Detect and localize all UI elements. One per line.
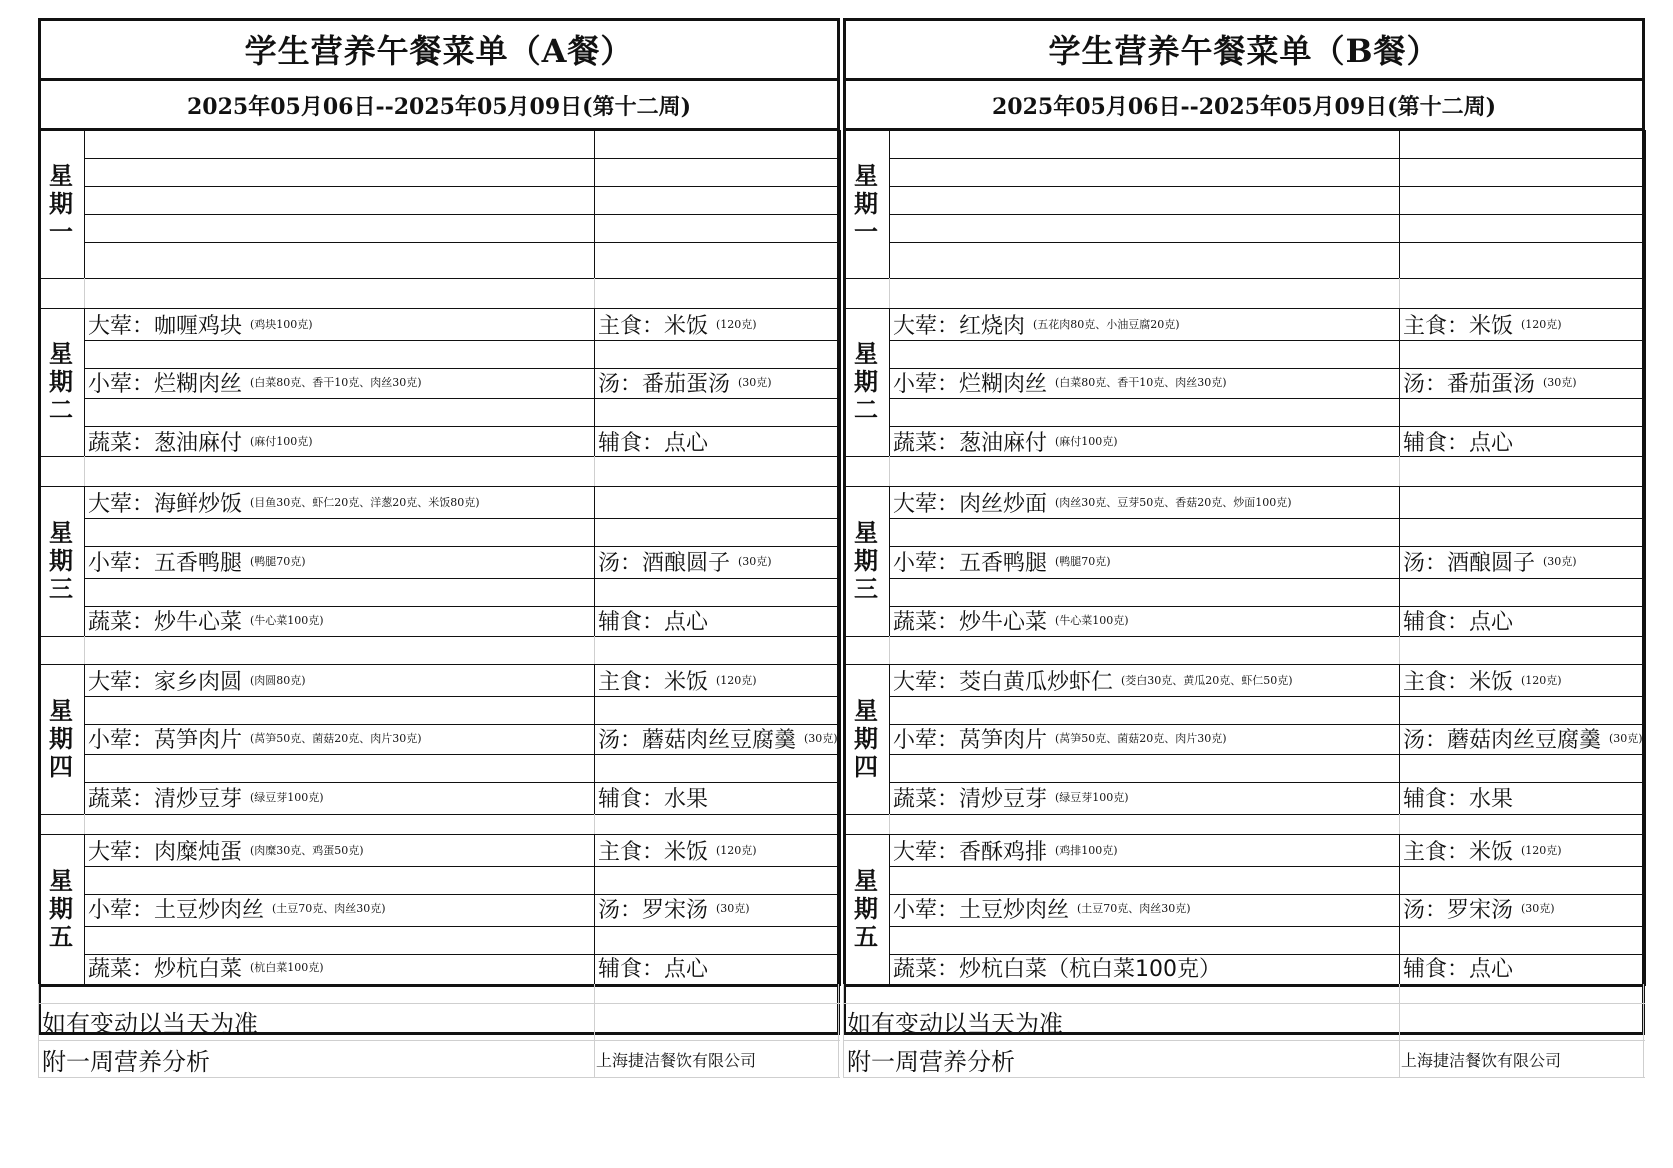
day-label-char: 五 bbox=[49, 923, 73, 951]
dish-cell bbox=[88, 892, 386, 924]
day-label-char: 星 bbox=[854, 697, 878, 725]
dish-cell bbox=[893, 545, 1111, 577]
side-cell bbox=[598, 951, 708, 983]
change-notice: 如有变动以当天为准 bbox=[847, 1010, 1063, 1038]
grid-line bbox=[84, 214, 840, 215]
dish-name: 小荤：五香鸭腿 bbox=[88, 550, 243, 576]
side-portion: (30克) bbox=[804, 732, 838, 745]
day-label-char: 二 bbox=[49, 396, 73, 424]
grid-line bbox=[84, 926, 840, 927]
grid-line bbox=[594, 636, 595, 664]
dish-name: 蔬菜：葱油麻付 bbox=[88, 430, 243, 456]
menu-a bbox=[38, 18, 840, 1088]
side-portion: (30克) bbox=[1543, 555, 1577, 568]
dish-cell bbox=[88, 604, 324, 636]
dish-cell bbox=[893, 834, 1118, 866]
grid-line bbox=[84, 340, 840, 341]
grid-line bbox=[843, 984, 844, 1077]
dish-cell bbox=[88, 366, 422, 398]
side-portion: (120克) bbox=[1521, 318, 1562, 331]
grid-line bbox=[84, 834, 85, 984]
nutrition-analysis-link[interactable]: 附一周营养分析 bbox=[42, 1048, 210, 1076]
day-label-char: 期 bbox=[49, 725, 73, 753]
grid-line bbox=[84, 518, 840, 519]
dish-ingredients: (肉圆80克) bbox=[250, 674, 306, 687]
side-cell bbox=[598, 425, 708, 457]
day-label-char: 期 bbox=[854, 547, 878, 575]
day-label-char: 期 bbox=[49, 895, 73, 923]
side-cell bbox=[1403, 545, 1577, 577]
side-cell bbox=[598, 781, 708, 813]
dish-ingredients: (目鱼30克、虾仁20克、洋葱20克、米饭80克) bbox=[250, 496, 480, 509]
dish-cell bbox=[88, 486, 480, 518]
side-portion: (120克) bbox=[1521, 674, 1562, 687]
day-label-char: 三 bbox=[49, 575, 73, 603]
day-label-char: 星 bbox=[854, 519, 878, 547]
dish-cell bbox=[893, 425, 1118, 457]
grid-line bbox=[38, 1040, 840, 1041]
day-label-char: 星 bbox=[854, 162, 878, 190]
dish-ingredients: (莴笋50克、菌菇20克、肉片30克) bbox=[250, 732, 422, 745]
grid-line bbox=[38, 636, 840, 637]
dish-cell bbox=[88, 545, 306, 577]
grid-line bbox=[84, 578, 840, 579]
grid-line bbox=[84, 398, 840, 399]
grid-line bbox=[843, 278, 1645, 279]
dish-ingredients: (鸭腿70克) bbox=[1055, 555, 1111, 568]
side-name: 主食：米饭 bbox=[1403, 313, 1514, 339]
grid-line bbox=[889, 158, 1645, 159]
dish-cell bbox=[88, 722, 422, 754]
dish-name: 蔬菜：炒杭白菜（杭白菜100克） bbox=[893, 956, 1221, 982]
side-cell bbox=[1403, 308, 1562, 340]
day-label-char: 期 bbox=[854, 368, 878, 396]
side-name: 主食：米饭 bbox=[598, 839, 709, 865]
grid-line bbox=[838, 130, 841, 986]
grid-line bbox=[38, 814, 840, 815]
dish-ingredients: (杭白菜100克) bbox=[250, 961, 324, 974]
date-range: 2025年05月06日--2025年05月09日(第十二周) bbox=[991, 93, 1496, 120]
dish-name: 蔬菜：炒牛心菜 bbox=[88, 609, 243, 635]
dish-ingredients: (土豆70克、肉丝30克) bbox=[272, 902, 386, 915]
grid-line bbox=[38, 984, 39, 1077]
side-name: 辅食：点心 bbox=[598, 956, 709, 982]
side-name: 辅食：水果 bbox=[598, 786, 709, 812]
grid-line bbox=[84, 456, 85, 486]
side-name: 汤：酒酿圆子 bbox=[598, 550, 731, 576]
side-name: 主食：米饭 bbox=[1403, 669, 1514, 695]
day-label-char: 星 bbox=[49, 340, 73, 368]
dish-ingredients: (白菜80克、香干10克、肉丝30克) bbox=[250, 376, 422, 389]
day-label bbox=[843, 834, 889, 984]
dish-ingredients: (土豆70克、肉丝30克) bbox=[1077, 902, 1191, 915]
side-portion: (120克) bbox=[1521, 844, 1562, 857]
dish-name: 小荤：烂糊肉丝 bbox=[893, 371, 1048, 397]
menu-title: 学生营养午餐菜单（B餐） bbox=[1048, 32, 1440, 70]
dish-cell bbox=[893, 366, 1227, 398]
dish-ingredients: (绿豆芽100克) bbox=[1055, 791, 1129, 804]
grid-line bbox=[1399, 834, 1400, 984]
dish-cell bbox=[88, 425, 313, 457]
grid-line bbox=[84, 754, 840, 755]
day-label bbox=[38, 834, 84, 984]
day-label-char: 一 bbox=[49, 218, 73, 246]
grid-line bbox=[889, 398, 1645, 399]
side-cell bbox=[1403, 664, 1562, 696]
side-cell bbox=[1403, 604, 1513, 636]
dish-name: 小荤：莴笋肉片 bbox=[88, 727, 243, 753]
dish-name: 蔬菜：清炒豆芽 bbox=[88, 786, 243, 812]
grid-line bbox=[838, 984, 839, 1077]
dish-ingredients: (茭白30克、黄瓜20克、虾仁50克) bbox=[1121, 674, 1293, 687]
dish-ingredients: (鸡排100克) bbox=[1055, 844, 1118, 857]
day-label-char: 四 bbox=[49, 753, 73, 781]
dish-name: 小荤：五香鸭腿 bbox=[893, 550, 1048, 576]
grid-line bbox=[594, 278, 595, 308]
grid-line bbox=[1399, 984, 1400, 1077]
dish-name: 蔬菜：清炒豆芽 bbox=[893, 786, 1048, 812]
menu-frame bbox=[38, 18, 840, 1035]
grid-line bbox=[594, 486, 595, 636]
side-cell bbox=[598, 664, 757, 696]
side-cell bbox=[1403, 892, 1555, 924]
grid-line bbox=[594, 130, 595, 278]
dish-cell bbox=[88, 951, 324, 983]
dish-ingredients: (五花肉80克、小油豆腐20克) bbox=[1033, 318, 1180, 331]
side-cell bbox=[598, 545, 772, 577]
dish-ingredients: (牛心菜100克) bbox=[1055, 614, 1129, 627]
dish-cell bbox=[893, 664, 1293, 696]
dish-name: 大荤：红烧肉 bbox=[893, 313, 1026, 339]
dish-ingredients: (麻付100克) bbox=[250, 435, 313, 448]
menu-b bbox=[843, 18, 1645, 1088]
grid-line bbox=[843, 984, 1645, 987]
side-portion: (30克) bbox=[738, 376, 772, 389]
grid-line bbox=[84, 696, 840, 697]
grid-line bbox=[38, 78, 840, 81]
side-cell bbox=[1403, 425, 1513, 457]
company-name: 上海捷洁餐饮有限公司 bbox=[1401, 1051, 1562, 1070]
grid-line bbox=[84, 186, 840, 187]
menu-frame bbox=[843, 18, 1645, 1035]
dish-name: 蔬菜：炒杭白菜 bbox=[88, 956, 243, 982]
menu-title: 学生营养午餐菜单（A餐） bbox=[244, 32, 634, 70]
grid-line bbox=[84, 278, 85, 308]
grid-line bbox=[84, 636, 85, 664]
grid-line bbox=[889, 340, 1645, 341]
dish-cell bbox=[893, 781, 1129, 813]
dish-name: 小荤：烂糊肉丝 bbox=[88, 371, 243, 397]
grid-line bbox=[889, 518, 1645, 519]
side-cell bbox=[598, 604, 708, 636]
side-cell bbox=[1403, 951, 1513, 983]
dish-cell bbox=[88, 781, 324, 813]
grid-line bbox=[84, 158, 840, 159]
grid-line bbox=[1399, 278, 1400, 308]
day-label-char: 期 bbox=[854, 190, 878, 218]
day-label bbox=[38, 486, 84, 636]
grid-line bbox=[1399, 486, 1400, 636]
grid-line bbox=[889, 278, 890, 308]
grid-line bbox=[84, 664, 85, 814]
day-label-char: 四 bbox=[854, 753, 878, 781]
side-portion: (30克) bbox=[716, 902, 750, 915]
side-cell bbox=[598, 834, 757, 866]
grid-line bbox=[889, 814, 890, 834]
grid-line bbox=[84, 814, 85, 834]
grid-line bbox=[889, 130, 890, 278]
grid-line bbox=[84, 486, 85, 636]
dish-name: 大荤：咖喱鸡块 bbox=[88, 313, 243, 339]
side-name: 汤：番茄蛋汤 bbox=[598, 371, 731, 397]
grid-line bbox=[843, 636, 1645, 637]
day-label-char: 期 bbox=[854, 725, 878, 753]
grid-line bbox=[843, 78, 1645, 81]
side-cell bbox=[598, 366, 772, 398]
day-label bbox=[843, 308, 889, 456]
grid-line bbox=[889, 834, 890, 984]
side-cell bbox=[598, 722, 838, 754]
grid-line bbox=[1399, 456, 1400, 486]
side-name: 汤：蘑菇肉丝豆腐羹 bbox=[598, 727, 797, 753]
side-name: 辅食：点心 bbox=[1403, 609, 1514, 635]
side-portion: (120克) bbox=[716, 844, 757, 857]
grid-line bbox=[889, 926, 1645, 927]
company-name: 上海捷洁餐饮有限公司 bbox=[596, 1051, 757, 1070]
grid-line bbox=[38, 278, 840, 279]
grid-line bbox=[889, 696, 1645, 697]
dish-name: 大荤：家乡肉圆 bbox=[88, 669, 243, 695]
grid-line bbox=[889, 664, 890, 814]
grid-line bbox=[84, 866, 840, 867]
day-label-char: 星 bbox=[49, 697, 73, 725]
grid-line bbox=[889, 866, 1645, 867]
side-portion: (120克) bbox=[716, 318, 757, 331]
day-label bbox=[38, 664, 84, 814]
side-name: 主食：米饭 bbox=[1403, 839, 1514, 865]
grid-line bbox=[84, 308, 85, 456]
day-label-char: 二 bbox=[854, 396, 878, 424]
grid-line bbox=[843, 1040, 1645, 1041]
day-label bbox=[843, 664, 889, 814]
grid-line bbox=[1399, 308, 1400, 456]
grid-line bbox=[1643, 984, 1644, 1077]
nutrition-analysis-link[interactable]: 附一周营养分析 bbox=[847, 1048, 1015, 1076]
dish-ingredients: (肉糜30克、鸡蛋50克) bbox=[250, 844, 364, 857]
day-label-char: 一 bbox=[854, 218, 878, 246]
dish-name: 蔬菜：葱油麻付 bbox=[893, 430, 1048, 456]
side-name: 辅食：点心 bbox=[598, 609, 709, 635]
side-name: 辅食：水果 bbox=[1403, 786, 1514, 812]
day-label-char: 星 bbox=[854, 340, 878, 368]
dish-cell bbox=[893, 486, 1292, 518]
dish-name: 小荤：土豆炒肉丝 bbox=[88, 897, 265, 923]
grid-line bbox=[843, 130, 1645, 131]
day-label-char: 星 bbox=[49, 867, 73, 895]
grid-line bbox=[843, 1077, 1645, 1078]
dish-name: 大荤：香酥鸡排 bbox=[893, 839, 1048, 865]
grid-line bbox=[889, 186, 1645, 187]
grid-line bbox=[1399, 636, 1400, 664]
side-name: 汤：罗宋汤 bbox=[598, 897, 709, 923]
grid-line bbox=[1399, 130, 1400, 278]
dish-ingredients: (鸡块100克) bbox=[250, 318, 313, 331]
side-portion: (30克) bbox=[738, 555, 772, 568]
day-label-char: 星 bbox=[854, 867, 878, 895]
side-cell bbox=[1403, 834, 1562, 866]
dish-name: 大荤：肉丝炒面 bbox=[893, 491, 1048, 517]
side-cell bbox=[1403, 781, 1513, 813]
grid-line bbox=[84, 242, 840, 243]
grid-line bbox=[38, 1077, 840, 1078]
side-name: 辅食：点心 bbox=[1403, 430, 1514, 456]
day-label-char: 五 bbox=[854, 923, 878, 951]
side-name: 汤：罗宋汤 bbox=[1403, 897, 1514, 923]
grid-line bbox=[594, 814, 595, 834]
grid-line bbox=[843, 814, 1645, 815]
grid-line bbox=[889, 214, 1645, 215]
side-portion: (30克) bbox=[1543, 376, 1577, 389]
dish-name: 大荤：茭白黄瓜炒虾仁 bbox=[893, 669, 1114, 695]
side-cell bbox=[1403, 366, 1577, 398]
grid-line bbox=[594, 308, 595, 456]
dish-ingredients: (绿豆芽100克) bbox=[250, 791, 324, 804]
day-label-char: 星 bbox=[49, 162, 73, 190]
grid-line bbox=[1643, 130, 1646, 986]
day-label bbox=[38, 130, 84, 278]
grid-line bbox=[594, 664, 595, 814]
day-label bbox=[843, 130, 889, 278]
side-cell bbox=[598, 892, 750, 924]
dish-cell bbox=[88, 664, 306, 696]
grid-line bbox=[1399, 814, 1400, 834]
side-name: 辅食：点心 bbox=[1403, 956, 1514, 982]
side-cell bbox=[1403, 722, 1643, 754]
side-name: 主食：米饭 bbox=[598, 669, 709, 695]
dish-name: 蔬菜：炒牛心菜 bbox=[893, 609, 1048, 635]
dish-ingredients: (鸭腿70克) bbox=[250, 555, 306, 568]
day-label bbox=[843, 486, 889, 636]
dish-cell bbox=[893, 308, 1180, 340]
grid-line bbox=[889, 486, 890, 636]
side-portion: (30克) bbox=[1609, 732, 1643, 745]
dish-name: 大荤：肉糜炖蛋 bbox=[88, 839, 243, 865]
day-label bbox=[38, 308, 84, 456]
grid-line bbox=[84, 130, 85, 278]
grid-line bbox=[38, 984, 840, 987]
dish-cell bbox=[893, 892, 1191, 924]
change-notice: 如有变动以当天为准 bbox=[42, 1010, 258, 1038]
dish-name: 小荤：莴笋肉片 bbox=[893, 727, 1048, 753]
grid-line bbox=[889, 636, 890, 664]
side-name: 汤：番茄蛋汤 bbox=[1403, 371, 1536, 397]
grid-line bbox=[889, 242, 1645, 243]
grid-line bbox=[889, 456, 890, 486]
dish-ingredients: (莴笋50克、菌菇20克、肉片30克) bbox=[1055, 732, 1227, 745]
date-range: 2025年05月06日--2025年05月09日(第十二周) bbox=[186, 93, 691, 120]
side-portion: (120克) bbox=[716, 674, 757, 687]
grid-line bbox=[594, 984, 595, 1077]
dish-cell bbox=[893, 604, 1129, 636]
side-name: 辅食：点心 bbox=[598, 430, 709, 456]
dish-name: 大荤：海鲜炒饭 bbox=[88, 491, 243, 517]
side-name: 主食：米饭 bbox=[598, 313, 709, 339]
dish-ingredients: (白菜80克、香干10克、肉丝30克) bbox=[1055, 376, 1227, 389]
side-cell bbox=[598, 308, 757, 340]
day-label-char: 期 bbox=[49, 190, 73, 218]
dish-cell bbox=[893, 722, 1227, 754]
dish-cell bbox=[893, 951, 1221, 983]
dish-ingredients: (牛心菜100克) bbox=[250, 614, 324, 627]
day-label-char: 期 bbox=[49, 368, 73, 396]
dish-cell bbox=[88, 308, 313, 340]
day-label-char: 期 bbox=[49, 547, 73, 575]
grid-line bbox=[38, 130, 840, 131]
day-label-char: 期 bbox=[854, 895, 878, 923]
grid-line bbox=[1399, 664, 1400, 814]
side-portion: (30克) bbox=[1521, 902, 1555, 915]
side-name: 汤：蘑菇肉丝豆腐羹 bbox=[1403, 727, 1602, 753]
dish-name: 小荤：土豆炒肉丝 bbox=[893, 897, 1070, 923]
grid-line bbox=[594, 834, 595, 984]
grid-line bbox=[889, 308, 890, 456]
grid-line bbox=[889, 754, 1645, 755]
grid-line bbox=[889, 578, 1645, 579]
side-name: 汤：酒酿圆子 bbox=[1403, 550, 1536, 576]
day-label-char: 三 bbox=[854, 575, 878, 603]
dish-ingredients: (麻付100克) bbox=[1055, 435, 1118, 448]
dish-cell bbox=[88, 834, 364, 866]
grid-line bbox=[594, 456, 595, 486]
dish-ingredients: (肉丝30克、豆芽50克、香菇20克、炒面100克) bbox=[1055, 496, 1292, 509]
day-label-char: 星 bbox=[49, 519, 73, 547]
